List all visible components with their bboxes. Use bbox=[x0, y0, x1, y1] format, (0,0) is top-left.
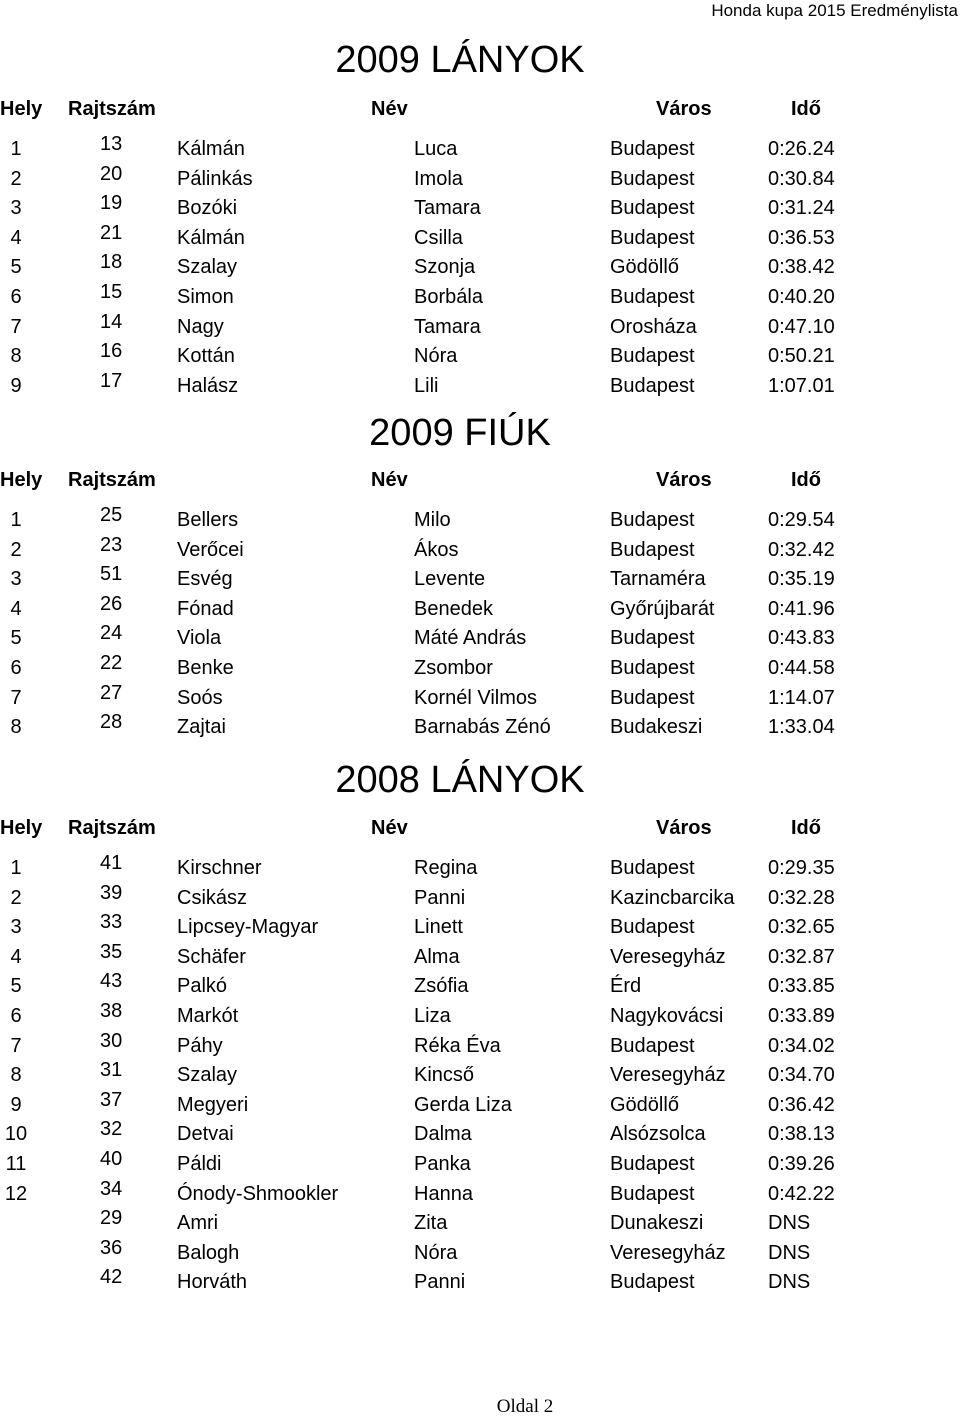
table-row bbox=[0, 310, 960, 343]
first-name-cell: Benedek bbox=[414, 597, 493, 620]
header-name: Név bbox=[371, 817, 408, 839]
time-cell: 0:33.89 bbox=[768, 1004, 835, 1027]
table-row bbox=[0, 533, 960, 566]
time-cell: 0:43.83 bbox=[768, 627, 835, 650]
table-row bbox=[0, 854, 960, 884]
time-cell: 0:29.54 bbox=[768, 509, 835, 531]
first-name-cell: Szonja bbox=[414, 256, 476, 279]
header-time: Idő bbox=[791, 469, 821, 491]
place-cell: 2 bbox=[10, 886, 22, 909]
place-cell: 7 bbox=[10, 315, 22, 338]
bib-cell: 18 bbox=[100, 251, 123, 274]
city-cell: Budakeszi bbox=[610, 716, 703, 739]
bib-cell: 27 bbox=[100, 681, 123, 704]
section-title: 2009 FIÚK bbox=[369, 412, 551, 454]
place-cell: 3 bbox=[10, 197, 22, 220]
city-cell: Budapest bbox=[610, 1271, 695, 1294]
place-cell: 4 bbox=[10, 597, 22, 620]
last-name-cell: Páhy bbox=[177, 1034, 223, 1057]
bib-cell: 29 bbox=[100, 1207, 123, 1230]
time-cell: 1:07.01 bbox=[768, 374, 835, 397]
city-cell: Nagykovácsi bbox=[610, 1004, 724, 1027]
last-name-cell: Kirschner bbox=[177, 857, 262, 879]
bib-cell: 43 bbox=[100, 970, 123, 993]
first-name-cell: Zsombor bbox=[414, 656, 493, 679]
last-name-cell: Halász bbox=[177, 374, 239, 397]
city-cell: Budapest bbox=[610, 1034, 695, 1057]
first-name-cell: Ákos bbox=[414, 538, 459, 561]
table-row bbox=[0, 1177, 960, 1210]
time-cell: 0:47.10 bbox=[768, 315, 835, 338]
place-cell: 4 bbox=[10, 226, 22, 249]
last-name-cell: Zajtai bbox=[177, 716, 226, 739]
header-place: Hely bbox=[0, 469, 43, 491]
last-name-cell: Fónad bbox=[177, 597, 234, 620]
header-time: Idő bbox=[791, 817, 821, 839]
first-name-cell: Imola bbox=[414, 167, 463, 190]
city-cell: Budapest bbox=[610, 656, 695, 679]
last-name-cell: Schäfer bbox=[177, 945, 246, 968]
table-row bbox=[0, 280, 960, 313]
city-cell: Veresegyház bbox=[610, 945, 726, 968]
bib-cell: 14 bbox=[100, 310, 123, 333]
place-cell: 5 bbox=[10, 256, 22, 279]
time-cell: DNS bbox=[768, 1241, 811, 1264]
table-row bbox=[0, 135, 960, 165]
bib-cell: 25 bbox=[100, 504, 123, 526]
last-name-cell: Verőcei bbox=[177, 538, 244, 561]
first-name-cell: Regina bbox=[414, 857, 478, 879]
table-row bbox=[0, 1236, 960, 1269]
table-row bbox=[0, 1061, 960, 1091]
place-cell: 8 bbox=[10, 1064, 22, 1087]
time-cell: 0:31.24 bbox=[768, 197, 835, 220]
time-cell: 0:30.84 bbox=[768, 167, 835, 190]
bib-cell: 34 bbox=[100, 1177, 123, 1200]
table-header bbox=[0, 95, 960, 123]
city-cell: Budapest bbox=[610, 509, 695, 531]
bib-cell: 51 bbox=[100, 563, 123, 586]
last-name-cell: Bozóki bbox=[177, 197, 238, 220]
table-row bbox=[0, 1209, 960, 1239]
city-cell: Budapest bbox=[610, 374, 695, 397]
time-cell: 0:38.42 bbox=[768, 256, 835, 279]
bib-cell: 15 bbox=[100, 280, 123, 303]
last-name-cell: Nagy bbox=[177, 315, 224, 338]
table-row bbox=[0, 913, 960, 943]
last-name-cell: Simon bbox=[177, 285, 234, 308]
table-row bbox=[0, 651, 960, 684]
header-place: Hely bbox=[0, 98, 43, 120]
table-row bbox=[0, 342, 960, 372]
first-name-cell: Kornél Vilmos bbox=[414, 686, 538, 709]
time-cell: 0:36.53 bbox=[768, 226, 835, 249]
table-row bbox=[0, 1088, 960, 1121]
time-cell: 1:33.04 bbox=[768, 716, 835, 739]
city-cell: Érd bbox=[610, 975, 642, 998]
first-name-cell: Zita bbox=[414, 1212, 448, 1235]
place-cell: 1 bbox=[10, 138, 22, 160]
first-name-cell: Luca bbox=[414, 138, 458, 160]
place-cell: 3 bbox=[10, 568, 22, 591]
table-row bbox=[0, 1147, 960, 1180]
time-cell: 0:39.26 bbox=[768, 1152, 835, 1175]
time-cell: 0:32.42 bbox=[768, 538, 835, 561]
city-cell: Kazincbarcika bbox=[610, 886, 735, 909]
bib-cell: 13 bbox=[100, 133, 123, 155]
first-name-cell: Alma bbox=[414, 945, 460, 968]
last-name-cell: Benke bbox=[177, 656, 234, 679]
bib-cell: 19 bbox=[100, 192, 123, 215]
city-cell: Tarnaméra bbox=[610, 568, 706, 591]
first-name-cell: Levente bbox=[414, 568, 486, 591]
results-table bbox=[0, 506, 960, 743]
time-cell: 0:32.28 bbox=[768, 886, 835, 909]
place-cell: 6 bbox=[10, 1004, 22, 1027]
bib-cell: 22 bbox=[100, 651, 123, 674]
last-name-cell: Kálmán bbox=[177, 138, 245, 160]
place-cell: 8 bbox=[10, 716, 22, 739]
place-cell: 11 bbox=[5, 1152, 27, 1175]
time-cell: 0:41.96 bbox=[768, 597, 835, 620]
place-cell: 12 bbox=[4, 1182, 28, 1205]
place-cell: 9 bbox=[10, 374, 22, 397]
last-name-cell: Szalay bbox=[177, 256, 238, 279]
section-title: 2009 LÁNYOK bbox=[335, 39, 585, 81]
place-cell: 1 bbox=[10, 857, 22, 879]
city-cell: Budapest bbox=[610, 1182, 695, 1205]
last-name-cell: Szalay bbox=[177, 1064, 238, 1087]
bib-cell: 42 bbox=[100, 1266, 123, 1289]
header-bib: Rajtszám bbox=[68, 469, 156, 491]
time-cell: 0:33.85 bbox=[768, 975, 835, 998]
city-cell: Budapest bbox=[610, 627, 695, 650]
table-row bbox=[0, 713, 960, 743]
time-cell: DNS bbox=[768, 1271, 811, 1294]
bib-cell: 23 bbox=[100, 533, 123, 556]
table-row bbox=[0, 881, 960, 914]
last-name-cell: Balogh bbox=[177, 1241, 240, 1264]
last-name-cell: Palkó bbox=[177, 975, 228, 998]
first-name-cell: Milo bbox=[414, 509, 451, 531]
first-name-cell: Linett bbox=[414, 916, 463, 939]
table-row bbox=[0, 221, 960, 254]
city-cell: Gödöllő bbox=[610, 256, 679, 279]
place-cell: 2 bbox=[10, 538, 22, 561]
time-cell: 0:32.65 bbox=[768, 916, 835, 939]
bib-cell: 17 bbox=[100, 369, 123, 392]
first-name-cell: Réka Éva bbox=[414, 1034, 501, 1057]
time-cell: 0:42.22 bbox=[768, 1182, 835, 1205]
header-city: Város bbox=[656, 98, 712, 120]
table-row bbox=[0, 1029, 960, 1062]
city-cell: Veresegyház bbox=[610, 1241, 726, 1264]
city-cell: Budapest bbox=[610, 916, 695, 939]
table-row bbox=[0, 940, 960, 973]
last-name-cell: Amri bbox=[177, 1212, 219, 1235]
last-name-cell: Markót bbox=[177, 1004, 239, 1027]
table-header bbox=[0, 466, 960, 494]
last-name-cell: Ónody-Shmookler bbox=[177, 1182, 339, 1205]
header-bib: Rajtszám bbox=[68, 98, 156, 120]
bib-cell: 41 bbox=[100, 852, 123, 874]
first-name-cell: Liza bbox=[414, 1004, 451, 1027]
city-cell: Veresegyház bbox=[610, 1064, 726, 1087]
bib-cell: 28 bbox=[100, 711, 123, 734]
last-name-cell: Esvég bbox=[177, 568, 233, 591]
place-cell: 10 bbox=[4, 1123, 28, 1146]
first-name-cell: Dalma bbox=[414, 1123, 472, 1146]
city-cell: Alsózsolca bbox=[610, 1123, 706, 1146]
first-name-cell: Lili bbox=[414, 374, 439, 397]
place-cell: 6 bbox=[10, 656, 22, 679]
first-name-cell: Panni bbox=[414, 886, 466, 909]
city-cell: Budapest bbox=[610, 167, 695, 190]
header-bib: Rajtszám bbox=[68, 817, 156, 839]
table-row bbox=[0, 999, 960, 1032]
place-cell: 6 bbox=[10, 285, 22, 308]
table-row bbox=[0, 253, 960, 283]
time-cell: 0:29.35 bbox=[768, 857, 835, 879]
table-row bbox=[0, 1268, 960, 1298]
last-name-cell: Páldi bbox=[177, 1152, 222, 1175]
table-row bbox=[0, 369, 960, 402]
first-name-cell: Kincső bbox=[414, 1064, 475, 1087]
city-cell: Budapest bbox=[610, 285, 695, 308]
time-cell: 0:34.70 bbox=[768, 1064, 835, 1087]
table-row bbox=[0, 592, 960, 625]
table-row bbox=[0, 162, 960, 195]
time-cell: 0:32.87 bbox=[768, 945, 835, 968]
table-header bbox=[0, 814, 960, 842]
first-name-cell: Tamara bbox=[414, 197, 481, 220]
first-name-cell: Máté András bbox=[414, 627, 527, 650]
city-cell: Győrújbarát bbox=[610, 597, 715, 620]
bib-cell: 38 bbox=[100, 999, 123, 1022]
table-row bbox=[0, 972, 960, 1002]
city-cell: Budapest bbox=[610, 138, 695, 160]
time-cell: 0:26.24 bbox=[768, 138, 835, 160]
table-row bbox=[0, 506, 960, 536]
first-name-cell: Csilla bbox=[414, 226, 463, 249]
header-name: Név bbox=[371, 98, 408, 120]
bib-cell: 32 bbox=[100, 1118, 123, 1141]
first-name-cell: Hanna bbox=[414, 1182, 473, 1205]
time-cell: 0:44.58 bbox=[768, 656, 835, 679]
first-name-cell: Barnabás Zénó bbox=[414, 716, 551, 739]
place-cell: 2 bbox=[10, 167, 22, 190]
first-name-cell: Nóra bbox=[414, 345, 458, 368]
header-name: Név bbox=[371, 469, 408, 491]
bib-cell: 39 bbox=[100, 881, 123, 904]
place-cell: 1 bbox=[10, 509, 22, 531]
bib-cell: 30 bbox=[100, 1029, 123, 1052]
bib-cell: 21 bbox=[100, 221, 123, 244]
first-name-cell: Gerda Liza bbox=[414, 1093, 512, 1116]
last-name-cell: Viola bbox=[177, 627, 222, 650]
first-name-cell: Panni bbox=[414, 1271, 466, 1294]
time-cell: 1:14.07 bbox=[768, 686, 835, 709]
place-cell: 5 bbox=[10, 975, 22, 998]
last-name-cell: Detvai bbox=[177, 1123, 234, 1146]
place-cell: 5 bbox=[10, 627, 22, 650]
header-city: Város bbox=[656, 817, 712, 839]
bib-cell: 24 bbox=[100, 622, 123, 645]
time-cell: 0:34.02 bbox=[768, 1034, 835, 1057]
bib-cell: 37 bbox=[100, 1088, 123, 1111]
bib-cell: 35 bbox=[100, 940, 123, 963]
last-name-cell: Bellers bbox=[177, 509, 239, 531]
table-row bbox=[0, 194, 960, 224]
table-row bbox=[0, 565, 960, 595]
city-cell: Orosháza bbox=[610, 315, 697, 338]
bib-cell: 20 bbox=[100, 162, 123, 185]
first-name-cell: Nóra bbox=[414, 1241, 458, 1264]
last-name-cell: Megyeri bbox=[177, 1093, 249, 1116]
table-row bbox=[0, 1120, 960, 1150]
page-number: Oldal 2 bbox=[496, 1396, 554, 1417]
place-cell: 3 bbox=[10, 916, 22, 939]
time-cell: 0:38.13 bbox=[768, 1123, 835, 1146]
bib-cell: 36 bbox=[100, 1236, 123, 1259]
last-name-cell: Kálmán bbox=[177, 226, 245, 249]
bib-cell: 16 bbox=[100, 340, 123, 363]
city-cell: Gödöllő bbox=[610, 1093, 679, 1116]
results-table bbox=[0, 135, 960, 401]
first-name-cell: Tamara bbox=[414, 315, 481, 338]
place-cell: 9 bbox=[10, 1093, 22, 1116]
last-name-cell: Horváth bbox=[177, 1271, 248, 1294]
header-time: Idő bbox=[791, 98, 821, 120]
time-cell: 0:40.20 bbox=[768, 285, 835, 308]
bib-cell: 26 bbox=[100, 592, 123, 615]
last-name-cell: Lipcsey-Magyar bbox=[177, 916, 319, 939]
first-name-cell: Zsófia bbox=[414, 975, 469, 998]
last-name-cell: Pálinkás bbox=[177, 167, 253, 190]
table-row bbox=[0, 681, 960, 714]
city-cell: Budapest bbox=[610, 1152, 695, 1175]
place-cell: 7 bbox=[10, 1034, 22, 1057]
place-cell: 4 bbox=[10, 945, 22, 968]
bib-cell: 40 bbox=[100, 1147, 123, 1170]
city-cell: Budapest bbox=[610, 197, 695, 220]
first-name-cell: Panka bbox=[414, 1152, 471, 1175]
city-cell: Budapest bbox=[610, 686, 695, 709]
city-cell: Budapest bbox=[610, 226, 695, 249]
city-cell: Budapest bbox=[610, 857, 695, 879]
place-cell: 8 bbox=[10, 345, 22, 368]
last-name-cell: Csikász bbox=[177, 886, 248, 909]
last-name-cell: Soós bbox=[177, 686, 223, 709]
document-header: Honda kupa 2015 Eredménylista bbox=[711, 1, 958, 20]
city-cell: Dunakeszi bbox=[610, 1212, 704, 1235]
time-cell: DNS bbox=[768, 1212, 811, 1235]
last-name-cell: Kottán bbox=[177, 345, 235, 368]
first-name-cell: Borbála bbox=[414, 285, 483, 308]
header-place: Hely bbox=[0, 817, 43, 839]
place-cell: 7 bbox=[10, 686, 22, 709]
city-cell: Budapest bbox=[610, 345, 695, 368]
header-city: Város bbox=[656, 469, 712, 491]
bib-cell: 31 bbox=[100, 1059, 123, 1082]
city-cell: Budapest bbox=[610, 538, 695, 561]
results-table bbox=[0, 854, 960, 1298]
time-cell: 0:50.21 bbox=[768, 345, 835, 368]
table-row bbox=[0, 624, 960, 654]
time-cell: 0:36.42 bbox=[768, 1093, 835, 1116]
time-cell: 0:35.19 bbox=[768, 568, 835, 591]
bib-cell: 33 bbox=[100, 911, 123, 934]
section-title: 2008 LÁNYOK bbox=[335, 759, 585, 801]
